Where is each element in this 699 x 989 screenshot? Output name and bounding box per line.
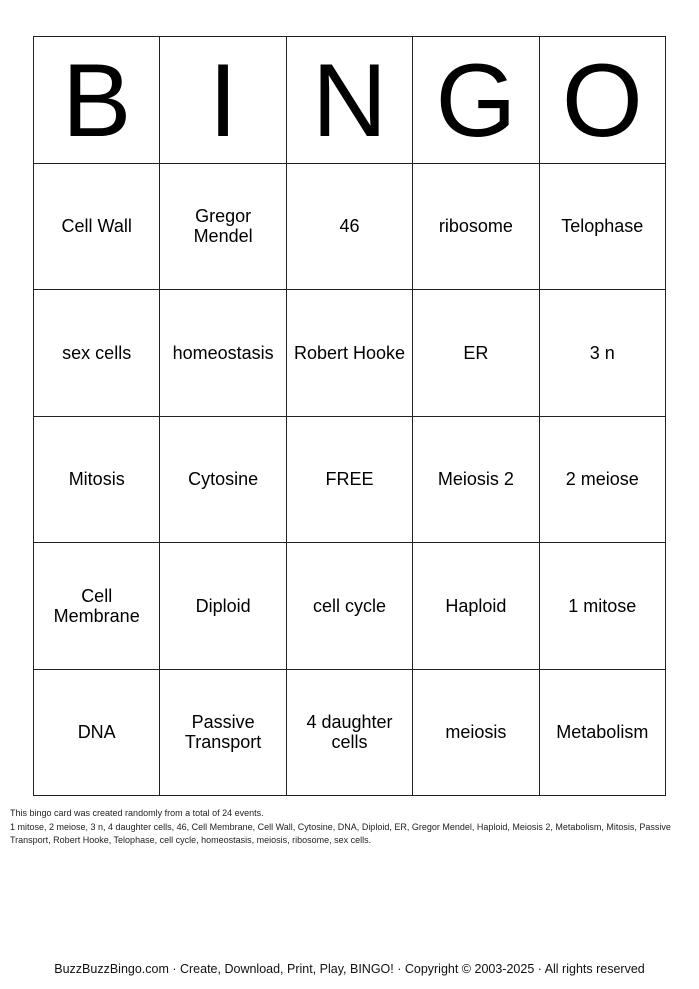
bingo-cell: DNA [34, 670, 160, 797]
card-info-event-list: 1 mitose, 2 meiose, 3 n, 4 daughter cells, 46, Cell Membrane, Cell Wall, Cytosine, DNA, Diploid, ER, Gregor Mendel, Haploid, Meiosis 2, Metabolism, Mitosis, Passive Transport, Robert Hooke, Telophase, cell cycle, homeostasis, meiosis, ribosome, sex cells. [10, 821, 671, 845]
bingo-card [33, 36, 666, 796]
bingo-cell: Diploid [160, 543, 286, 670]
bingo-cell: Cell Wall [34, 164, 160, 291]
bingo-cell: Passive Transport [160, 670, 286, 797]
bingo-cell: sex cells [34, 290, 160, 417]
bingo-cell: meiosis [413, 670, 539, 797]
bingo-cell: Meiosis 2 [413, 417, 539, 544]
bingo-cell: Metabolism [540, 670, 666, 797]
header-letter-i: I [160, 37, 286, 164]
header-letter-g: G [413, 37, 539, 164]
bingo-cell: 1 mitose [540, 543, 666, 670]
bingo-cell: homeostasis [160, 290, 286, 417]
bingo-cell: Robert Hooke [287, 290, 413, 417]
free-space-cell: FREE [287, 417, 413, 544]
page-footer: BuzzBuzzBingo.com · Create, Download, Print, Play, BINGO! · Copyright © 2003-2025 · All rights reserved [54, 962, 645, 976]
bingo-cell: cell cycle [287, 543, 413, 670]
bingo-cell: 46 [287, 164, 413, 291]
header-letter-o: O [540, 37, 666, 164]
bingo-cell: Mitosis [34, 417, 160, 544]
bingo-cell: 2 meiose [540, 417, 666, 544]
bingo-cell: Haploid [413, 543, 539, 670]
bingo-cell: Gregor Mendel [160, 164, 286, 291]
card-info-summary: This bingo card was created randomly from a total of 24 events. [10, 808, 264, 818]
bingo-cell: Cytosine [160, 417, 286, 544]
bingo-cell: Telophase [540, 164, 666, 291]
bingo-cell: 3 n [540, 290, 666, 417]
bingo-cell: 4 daughter cells [287, 670, 413, 797]
bingo-cell: Cell Membrane [34, 543, 160, 670]
bingo-cell: ribosome [413, 164, 539, 291]
bingo-cell: ER [413, 290, 539, 417]
header-letter-b: B [34, 37, 160, 164]
card-info [10, 807, 690, 848]
header-letter-n: N [287, 37, 413, 164]
